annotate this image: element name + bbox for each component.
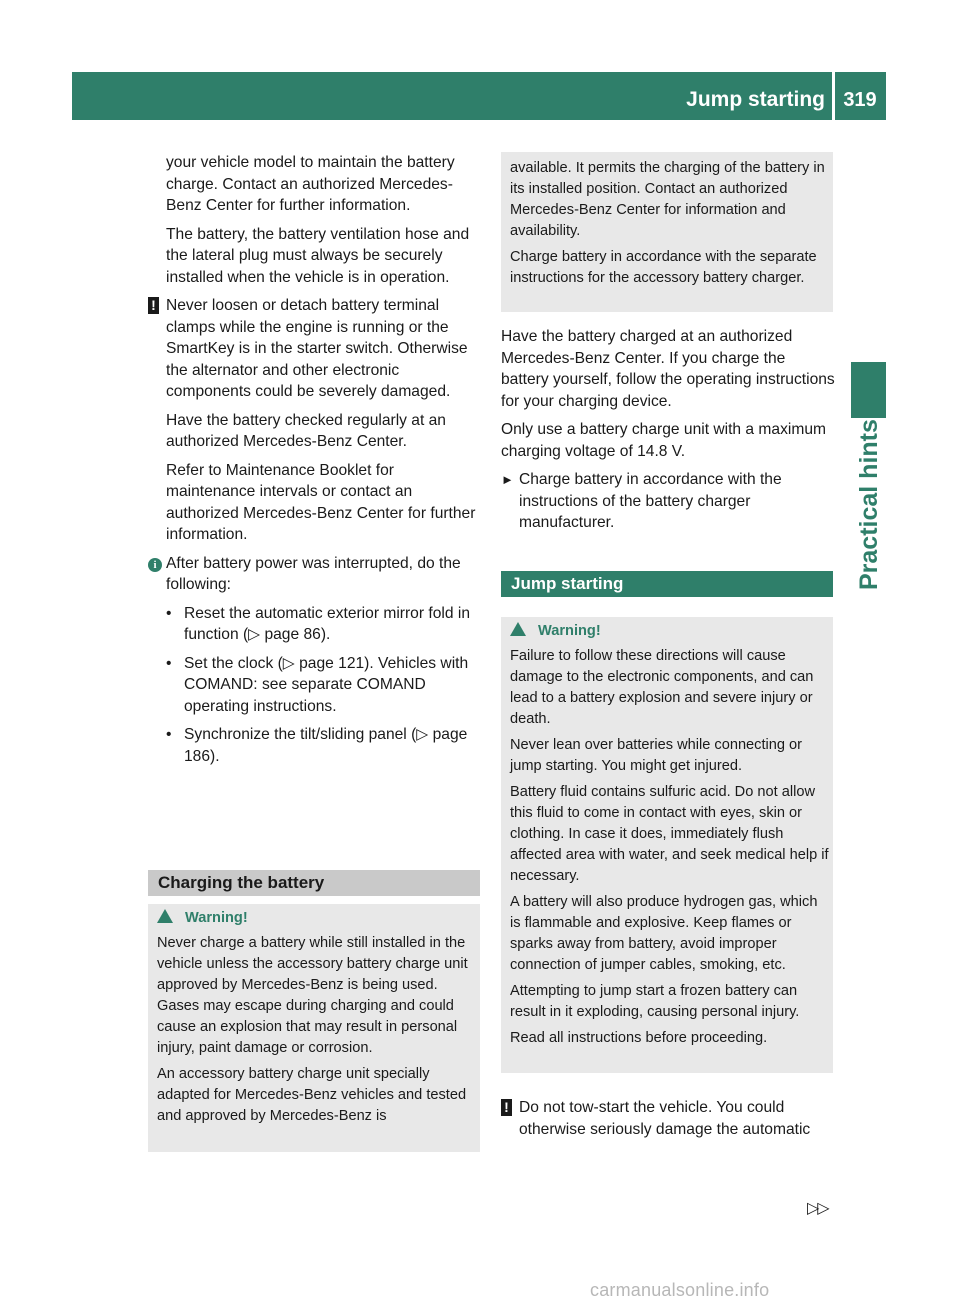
section-heading: Jump starting (501, 571, 833, 597)
section-heading: Charging the battery (148, 870, 480, 896)
right-column-bottom (501, 1097, 835, 1140)
continue-arrows-icon: ▷▷ (807, 1200, 828, 1217)
caution-icon: ! (148, 295, 159, 317)
paragraph: your vehicle model to maintain the battery charge. Contact an authorized Mercedes-Benz Center for further information. (166, 154, 455, 214)
paragraph: Have the battery checked regularly at an authorized Mercedes-Benz Center. (166, 411, 446, 450)
list-item-text: Synchronize the tilt/sliding panel (▷ page 186). (184, 726, 468, 765)
step-arrow-icon: ► (501, 472, 514, 487)
paragraph: The battery, the battery ventilation hose and the lateral plug must always be securely installed when the vehicle is in operation. (166, 225, 470, 286)
warning-text: An accessory battery charge unit specially adapted for Mercedes-Benz vehicles and tested and approved by Mercedes-Benz is (157, 1066, 467, 1124)
warning-text: Attempting to jump start a frozen battery can result in it exploding, causing personal injury. (510, 983, 800, 1020)
warning-title-text: Warning! (538, 623, 601, 639)
paragraph: Refer to Maintenance Booklet for maintenance intervals or contact an authorized Mercedes-Benz Center for further information. (166, 461, 476, 543)
warning-text: A battery will also produce hydrogen gas, which is flammable and explosive. Keep flames or sparks away from battery, avoid improper connection of jumper cables, smoking, etc. (510, 894, 818, 973)
left-column (148, 152, 482, 774)
caution-icon: ! (501, 1097, 512, 1119)
warning-text: available. It permits the charging of the battery in its installed position. Contact an authorized Mercedes-Benz Center for information and availability. (510, 160, 825, 239)
warning-icon (157, 909, 173, 923)
step-text: Charge battery in accordance with the instructions of the battery charger manufacturer. (519, 471, 782, 531)
warning-title (510, 621, 829, 642)
page-number: 319 (843, 89, 877, 111)
side-tab-marker (851, 362, 886, 418)
list-item (148, 724, 482, 767)
warning-box-continued (501, 152, 833, 312)
side-tab-text: Practical hints (855, 419, 883, 590)
warning-text: Never charge a battery while still installed in the vehicle unless the accessory battery charge unit approved by Mercedes-Benz is being used. Gases may escape during charging and could cause an explosion that may result in personal injury, paint damage or corrosion. (157, 935, 468, 1056)
caution-note (501, 1097, 835, 1140)
info-note (148, 553, 482, 596)
warning-title-text: Warning! (185, 910, 248, 926)
page-title: Jump starting (686, 88, 825, 111)
warning-text: Charge battery in accordance with the separate instructions for the accessory battery charger. (510, 249, 817, 286)
caution-note (148, 295, 482, 403)
info-icon: i (148, 553, 162, 575)
warning-text: Failure to follow these directions will cause damage to the electronic components, and can lead to a battery explosion and severe injury or death. (510, 648, 814, 727)
warning-box (148, 904, 480, 1152)
warning-icon (510, 622, 526, 636)
warning-text: Never lean over batteries while connecting or jump starting. You might get injured. (510, 737, 803, 774)
header-divider (832, 72, 835, 120)
list-item-text: Set the clock (▷ page 121). Vehicles with COMAND: see separate COMAND operating instructions. (184, 654, 469, 715)
right-column (501, 326, 835, 541)
warning-text: Read all instructions before proceeding. (510, 1030, 768, 1046)
paragraph: Have the battery charged at an authorized Mercedes-Benz Center. If you charge the battery yourself, follow the operating instructions for your charging device. (501, 328, 835, 410)
bullet-icon: • (166, 654, 172, 672)
bullet-icon: • (166, 604, 172, 622)
warning-text: Battery fluid contains sulfuric acid. Do not allow this fluid to come in contact with eyes, skin or clothing. In case it does, immediately flush affected area with water, and seek medical help if necessary. (510, 784, 829, 884)
list-item (148, 653, 482, 718)
list-item (148, 603, 482, 646)
caution-text: Do not tow-start the vehicle. You could otherwise seriously damage the automatic (519, 1099, 811, 1138)
instruction-step (501, 469, 835, 534)
caution-text: Never loosen or detach battery terminal clamps while the engine is running or the SmartKey is in the starter switch. Otherwise the alternator and other electronic components could be severely damaged. (166, 297, 468, 400)
warning-title (157, 908, 472, 929)
paragraph: Only use a battery charge unit with a maximum charging voltage of 14.8 V. (501, 421, 827, 460)
warning-box (501, 617, 833, 1073)
info-text: After battery power was interrupted, do the following: (166, 554, 461, 593)
watermark: carmanualsonline.info (590, 1280, 770, 1300)
list-item-text: Reset the automatic exterior mirror fold in function (▷ page 86). (184, 604, 470, 643)
bullet-icon: • (166, 726, 172, 743)
